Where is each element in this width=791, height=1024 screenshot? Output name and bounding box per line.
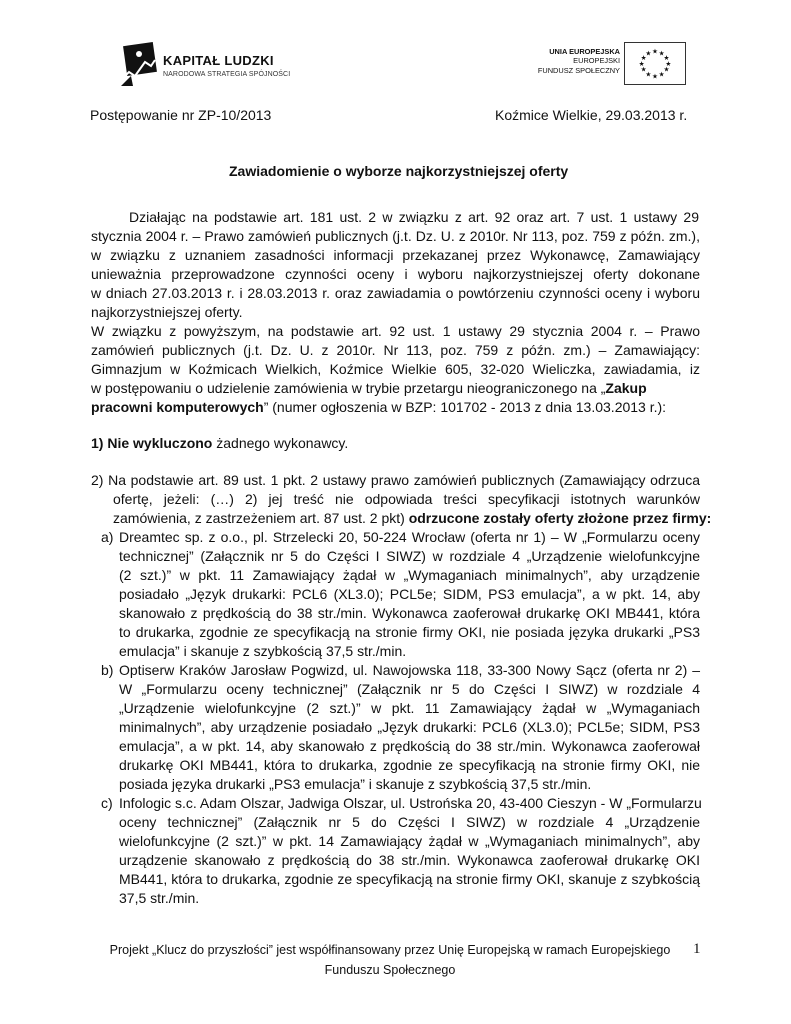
eu-flag-icon (624, 42, 686, 85)
item-c-line-3: wielofunkcyjne (2 szt.)” w pkt. 14 Zamawiający żądał w „Wymaganiach minimalnych”, aby (119, 833, 700, 849)
item-a-line-3: (2 szt.)” w pkt. 11 Zamawiający żądał w „Wymaganiach minimalnych”, aby urządzenie (119, 567, 700, 583)
document-title: Zawiadomienie o wyborze najkorzystniejszej oferty (229, 163, 569, 179)
item-b-line-5: emulacja”, a w pkt. 14, aby skanowało z prędkością do 38 str./min. Wykonawca zaoferował (119, 738, 700, 754)
svg-text:★: ★ (645, 70, 652, 79)
eu-logo-line3: FUNDUSZ SPOŁECZNY (537, 65, 620, 75)
svg-text:★: ★ (663, 54, 670, 63)
intro-line-8: zamówień publicznych (j.t. Dz. U. z 2010r. Nr 113, poz. 759 z późn. zm.) – Zamawiający: (91, 342, 700, 358)
item-a-line-2: technicznej” (Załącznik nr 5 do Części I SIWZ) w rozdziale 4 „Urządzenie wielofunkcyjne (119, 548, 700, 564)
intro-line-9: Gimnazjum w Koźmicach Wielkich, Koźmice Wielkie 605, 32-020 Wieliczka, zawiadamia, iz (91, 361, 700, 377)
intro-line-10 (91, 379, 700, 398)
point-2-line-2: ofertę, jeżeli: (…) 2) jej treść nie odpowiada treści specyfikacji istotnych warunków (113, 491, 700, 507)
item-c-line-6: 37,5 str./min. (119, 890, 200, 906)
intro-line-6: najkorzystniejszej oferty. (91, 304, 243, 320)
intro-line-3: w związku z uznaniem zasadności informacji przekazanej przez Wykonawcę, Zamawiający (91, 247, 700, 263)
eu-logo-line2: EUROPEJSKI (573, 56, 620, 66)
footer-line-2: Funduszu Społecznego (324, 963, 456, 977)
svg-text:★: ★ (652, 47, 658, 56)
item-c-marker: c) (101, 795, 113, 811)
item-a-line-1: Dreamtec sp. z o.o., pl. Strzelecki 20, 50-224 Wrocław (oferta nr 1) – W „Formularzu oceny (119, 529, 700, 545)
intro-line-1: Działając na podstawie art. 181 ust. 2 w związku z art. 92 oraz art. 7 ust. 1 ustawy 29 (129, 209, 699, 225)
intro-line-10-text: w postępowaniu o udzielenie zamówienia w trybie przetargu nieograniczonego na „ (91, 380, 606, 396)
item-a-line-7: emulacja” i skanuje z szybkością 37,5 str./min. (119, 643, 407, 659)
svg-text:★: ★ (638, 59, 645, 68)
item-a-marker: a) (101, 529, 114, 545)
point-2-line-1: 2) Na podstawie art. 89 ust. 1 pkt. 2 ustawy prawo zamówień publicznych (Zamawiający odrzuca (91, 472, 700, 488)
intro-line-4: unieważnia przeprowadzone czynności oceny i wyboru najkorzystniejszej oferty dokonane (91, 266, 700, 282)
svg-text:★: ★ (645, 49, 652, 58)
item-b-line-1: Optiserw Kraków Jarosław Pogwizd, ul. Nawojowska 118, 33-300 Nowy Sącz (oferta nr 2) – (119, 662, 700, 678)
item-c-line-5: MB441, która to drukarka, zgodnie ze specyfikacją na stronie firmy OKI, skanuje z szybkością (119, 871, 700, 887)
intro-line-11-bold: pracowni komputerowych (91, 399, 264, 415)
point-1 (91, 434, 348, 453)
point-2-line-3 (113, 509, 711, 528)
svg-text:★: ★ (665, 59, 672, 68)
svg-text:★: ★ (640, 54, 647, 63)
item-b-line-2: W „Formularzu oceny technicznej” (Załącznik nr 5 do Części I SIWZ) w rozdziale 4 (119, 681, 700, 697)
intro-line-11-rest: ” (numer ogłoszenia w BZP: 101702 - 2013 z dnia 13.03.2013 r.): (263, 399, 667, 415)
footer-line-1: Projekt „Klucz do przyszłości” jest współfinansowany przez Unię Europejską w ramach Europejskiego (109, 943, 671, 957)
kapital-ludzki-title: KAPITAŁ LUDZKI (163, 53, 274, 68)
item-b-line-6: drukarkę OKI MB441, która to drukarka, zgodnie ze specyfikacją na stronie firmy OKI, nie (119, 757, 700, 773)
item-b-line-7: posiada języka drukarki „PS3 emulacja” i skanuje z szybkością 37,5 str./min. (119, 776, 592, 792)
item-b-marker: b) (101, 662, 114, 678)
eu-logo-text (536, 47, 620, 75)
item-c-line-1: Infologic s.c. Adam Olszar, Jadwiga Olszar, ul. Ustrońska 20, 43-400 Cieszyn - W „Formularzu (119, 795, 702, 811)
procedure-reference: Postępowanie nr ZP-10/2013 (90, 107, 272, 123)
intro-line-10-bold: Zakup (605, 380, 647, 396)
point-2-line-3-bold: odrzucone zostały oferty złożone przez firmy: (408, 510, 712, 526)
item-a-line-4: posiadało „Język drukarki: PCL6 (XL3.0); PCL5e; SIDM, PS3 emulacja”, a w pkt. 14, aby (119, 586, 700, 602)
item-c-line-2: oceny technicznej” (Załącznik nr 5 do Części I SIWZ) w rozdziale 4 „Urządzenie (119, 814, 700, 830)
intro-line-11 (91, 398, 666, 417)
kapital-ludzki-logo (117, 42, 291, 90)
page-number: 1 (693, 941, 701, 957)
kapital-ludzki-subtitle: NARODOWA STRATEGIA SPÓJNOŚCI (163, 71, 291, 78)
item-a-line-6: to drukarka, zgodnie ze specyfikacją na stronie firmy OKI, nie posiada języka drukarki „PS3 (119, 624, 700, 640)
intro-line-2: stycznia 2004 r. – Prawo zamówień publicznych (j.t. Dz. U. z 2010r. Nr 113, poz. 759 z późn. zm.), (91, 228, 700, 244)
svg-text:★: ★ (640, 65, 647, 74)
item-b-line-3: „Urządzenie wielofunkcyjne (2 szt.)” w pkt. 11 Zamawiający żądał w „Wymaganiach (119, 700, 700, 716)
place-date: Koźmice Wielkie, 29.03.2013 r. (495, 107, 688, 123)
svg-text:★: ★ (652, 72, 658, 81)
item-a-line-5: skanowało z prędkością do 38 str./min. Wykonawca zaoferował drukarkę OKI MB441, która (119, 605, 700, 621)
point-1-bold: 1) Nie wykluczono (91, 435, 213, 451)
kapital-ludzki-emblem-icon (117, 42, 157, 88)
intro-line-7: W związku z powyższym, na podstawie art. 92 ust. 1 ustawy 29 stycznia 2004 r. – Prawo (91, 323, 700, 339)
eu-logo (536, 42, 688, 86)
svg-text:★: ★ (658, 49, 665, 58)
footer (90, 940, 690, 980)
point-2-line-3-text: zamówienia, z zastrzeżeniem art. 87 ust. 2 pkt) (113, 510, 409, 526)
intro-line-5: w dniach 27.03.2013 r. i 28.03.2013 r. oraz zawiadamia o powtórzeniu czynności oceny i wyboru (91, 285, 700, 301)
item-b-line-4: minimalnych”, aby urządzenie posiadało „Język drukarki: PCL6 (XL3.0); PCL5e; SIDM, PS3 (119, 719, 700, 735)
point-1-rest: żadnego wykonawcy. (212, 435, 349, 451)
svg-text:★: ★ (663, 65, 670, 74)
eu-logo-line1: UNIA EUROPEJSKA (549, 47, 620, 56)
svg-text:★: ★ (658, 70, 665, 79)
item-c-line-4: urządzenie skanowało z prędkością do 38 str./min. Wykonawca zaoferował drukarkę OKI (119, 852, 700, 868)
